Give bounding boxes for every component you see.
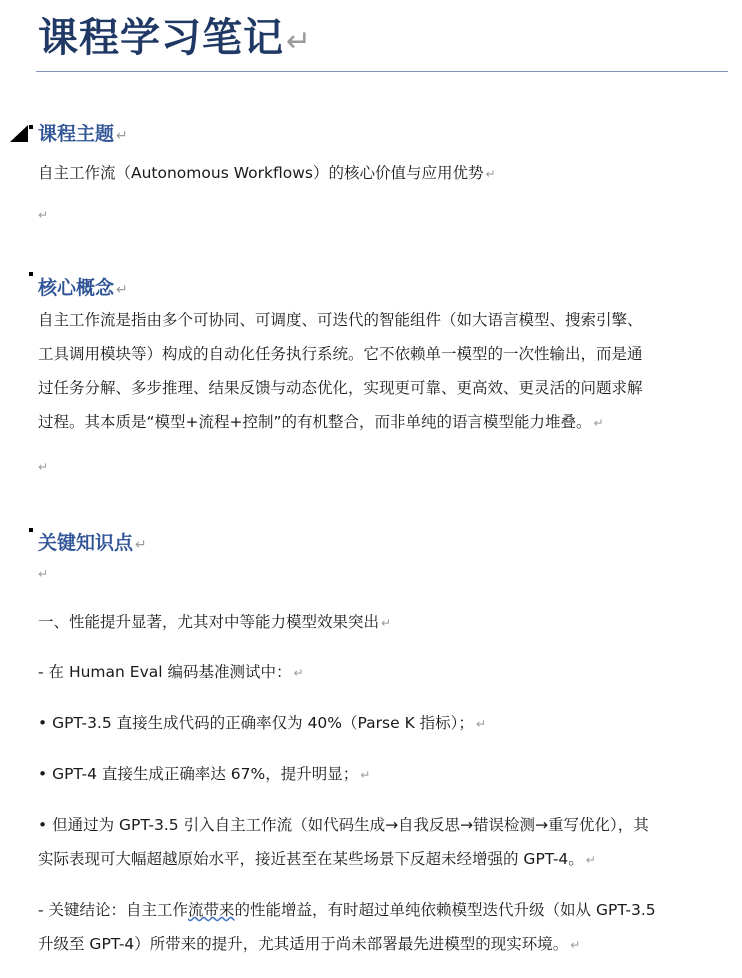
spellcheck-underlined-text[interactable]: 流带来 [188, 901, 235, 919]
humaneval-text: - 在 Human Eval 编码基准测试中： [38, 663, 292, 681]
concept-paragraph [38, 303, 728, 440]
concept-line-3: 过任务分解、多步推理、结果反馈与动态优化，实现更可靠、更高效、更灵活的问题求解 [38, 379, 643, 397]
topic-text: 自主工作流（Autonomous Workflows）的核心价值与应用优势 [38, 164, 484, 182]
bullet-3-line-2: 实际表现可大幅超越原始水平，接近甚至在某些场景下反超未经增强的 GPT-4。 [38, 850, 584, 868]
paragraph-mark: ↵ [360, 768, 371, 782]
bullet-2-paragraph [38, 757, 728, 792]
humaneval-paragraph [38, 655, 728, 690]
bullet-1-text: • GPT-3.5 直接生成代码的正确率仅为 40%（Parse K 指标）； [38, 714, 474, 732]
concept-line-4-wrap [38, 405, 728, 440]
paragraph-mark: ↵ [116, 282, 128, 298]
paragraph-mark: ↵ [381, 616, 392, 630]
empty-paragraph-mark: ↵ [38, 208, 49, 222]
paragraph-mark: ↵ [286, 24, 313, 59]
paragraph-mark: ↵ [475, 717, 486, 731]
paragraph-mark: ↵ [135, 537, 147, 553]
humaneval-line [38, 655, 728, 690]
conclusion-line-2: 升级至 GPT-4）所带来的提升，尤其适用于尚未部署最先进模型的现实环境。 [38, 935, 569, 953]
heading-marker [29, 272, 33, 276]
topic-paragraph [38, 156, 728, 191]
bullet-1-paragraph [38, 706, 728, 741]
bullet-2-text: • GPT-4 直接生成正确率达 67%，提升明显； [38, 765, 359, 783]
empty-paragraph-mark: ↵ [38, 460, 49, 474]
heading-concept [38, 273, 128, 300]
point-1-text: 一、性能提升显著，尤其对中等能力模型效果突出 [38, 613, 380, 631]
bullet-2-line [38, 757, 728, 792]
document-title [38, 6, 312, 63]
bullet-3-line-2-wrap [38, 842, 728, 877]
conclusion-line-2-wrap [38, 927, 728, 962]
paragraph-mark: ↵ [585, 853, 596, 867]
collapse-triangle-icon[interactable] [10, 125, 28, 142]
topic-line [38, 156, 728, 191]
concept-line-4: 过程。其本质是“模型+流程+控制”的有机整合，而非单纯的语言模型能力堆叠。 [38, 413, 592, 431]
paragraph-mark: ↵ [570, 938, 581, 952]
point-1-paragraph [38, 605, 728, 640]
title-underline [36, 71, 728, 72]
paragraph-mark: ↵ [116, 128, 128, 144]
heading-marker [29, 125, 33, 129]
title-text: 课程学习笔记 [38, 15, 284, 61]
point-1-line [38, 605, 728, 640]
conclusion-paragraph [38, 893, 728, 962]
paragraph-mark: ↵ [593, 416, 604, 430]
heading-knowledge [38, 528, 147, 555]
heading-concept-text: 核心概念 [38, 277, 115, 299]
concept-line-1: 自主工作流是指由多个可协同、可调度、可迭代的智能组件（如大语言模型、搜索引擎、 [38, 311, 643, 329]
conclusion-text-b: 的性能增益，有时超过单纯依赖模型迭代升级（如从 GPT-3.5 [234, 901, 656, 919]
paragraph-mark: ↵ [485, 167, 496, 181]
bullet-1-line [38, 706, 728, 741]
conclusion-text-a: - 关键结论：自主工作 [38, 901, 189, 919]
heading-knowledge-text: 关键知识点 [38, 532, 134, 554]
conclusion-line-1 [38, 893, 728, 927]
heading-topic [38, 119, 128, 146]
bullet-3-line-1: • 但通过为 GPT-3.5 引入自主工作流（如代码生成→自我反思→错误检测→重写优化），其 [38, 816, 649, 834]
bullet-3-paragraph [38, 808, 728, 877]
heading-topic-text: 课程主题 [38, 123, 115, 145]
paragraph-mark: ↵ [293, 666, 304, 680]
heading-marker [29, 528, 33, 532]
concept-line-2: 工具调用模块等）构成的自动化任务执行系统。它不依赖单一模型的一次性输出，而是通 [38, 345, 643, 363]
empty-paragraph-mark: ↵ [38, 567, 49, 581]
